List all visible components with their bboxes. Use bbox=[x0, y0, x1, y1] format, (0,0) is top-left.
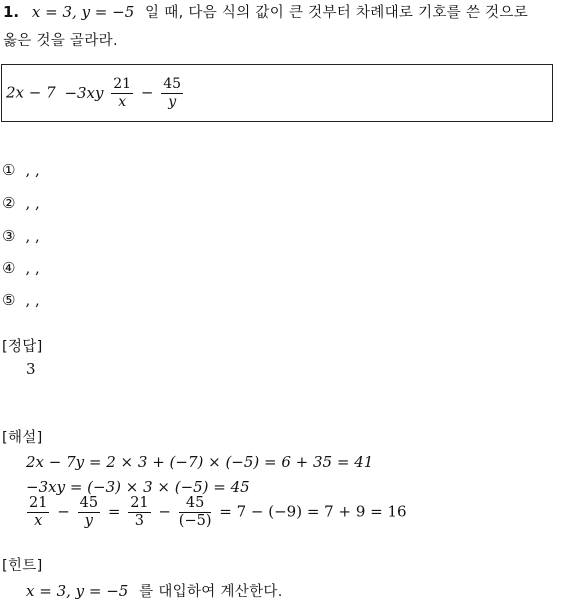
expression-box bbox=[1, 64, 553, 122]
hint-text: 를 대입하여 계산한다. bbox=[139, 584, 283, 600]
question-line-1 bbox=[3, 1, 528, 22]
choice-2[interactable] bbox=[2, 194, 40, 212]
question-text-line-2: 옳은 것을 골라라. bbox=[3, 33, 118, 49]
choice-text: , , bbox=[25, 194, 40, 212]
fraction-numerator: 21 bbox=[29, 495, 48, 511]
fraction-numerator: 45 bbox=[163, 76, 182, 92]
question-number: 1. bbox=[3, 3, 20, 21]
choice-text: , , bbox=[25, 161, 40, 179]
solution-line-1: 2x − 7y = 2 × 3 + (−7) × (−5) = 6 + 35 = 41 bbox=[26, 453, 374, 471]
choice-5[interactable] bbox=[2, 291, 40, 309]
choice-text: , , bbox=[25, 259, 40, 277]
fraction-numerator: 21 bbox=[113, 76, 132, 92]
solution-line-3: $\frac{21}{x}$ − $\frac{45}{y}$ = $\frac{21}{3}$ − $\frac{45}{(-5)}$ = 7 − (−9) = 7 + 9 = 16 bbox=[29, 495, 407, 529]
answer-value: 3 bbox=[26, 360, 36, 378]
choice-4[interactable] bbox=[2, 259, 40, 277]
fraction-denominator: x bbox=[34, 513, 43, 529]
choice-mark: ④ bbox=[2, 259, 16, 277]
question-condition: x = 3, y = −5 bbox=[31, 3, 135, 21]
expr-fraction-1 bbox=[111, 76, 133, 111]
hint-line bbox=[26, 580, 283, 601]
solution-fraction-1 bbox=[27, 495, 49, 530]
solution-line-3-tail: = 7 − (−9) = 7 + 9 = 16 bbox=[219, 502, 407, 521]
expr-fraction-2 bbox=[161, 76, 183, 111]
minus-sign: − bbox=[140, 83, 154, 102]
fraction-denominator: y bbox=[84, 513, 93, 529]
fraction-denominator: (−5) bbox=[178, 513, 212, 529]
fraction-numerator: 45 bbox=[179, 495, 212, 513]
solution-fraction-3 bbox=[128, 495, 150, 530]
fraction-numerator: 45 bbox=[79, 495, 99, 511]
fraction-denominator: x bbox=[118, 94, 127, 110]
answer-label: [정답] bbox=[2, 339, 43, 355]
fraction-denominator: y bbox=[168, 94, 177, 110]
choice-mark: ① bbox=[2, 161, 16, 179]
solution-line-2: −3xy = (−3) × 3 × (−5) = 45 bbox=[26, 478, 250, 496]
choice-text: , , bbox=[25, 291, 40, 309]
solution-fraction-2 bbox=[78, 495, 100, 530]
solution-fraction-4 bbox=[179, 495, 212, 530]
expression-content bbox=[6, 76, 186, 111]
choice-3[interactable] bbox=[2, 227, 40, 245]
choice-1[interactable] bbox=[2, 161, 40, 179]
expr-item-2: −3xy bbox=[64, 83, 104, 102]
fraction-denominator: 3 bbox=[134, 513, 145, 529]
choice-mark: ③ bbox=[2, 227, 16, 245]
expr-item-1: 2x − 7 bbox=[6, 83, 56, 102]
hint-label: [힌트] bbox=[2, 558, 43, 574]
choice-mark: ② bbox=[2, 194, 16, 212]
fraction-numerator: 21 bbox=[130, 495, 149, 511]
solution-label: [해설] bbox=[2, 430, 43, 446]
choice-text: , , bbox=[25, 227, 40, 245]
question-text: 일 때, 다음 식의 값이 큰 것부터 차례대로 기호를 쓴 것으로 bbox=[145, 5, 529, 21]
hint-expression: x = 3, y = −5 bbox=[26, 582, 129, 600]
choice-mark: ⑤ bbox=[2, 291, 16, 309]
